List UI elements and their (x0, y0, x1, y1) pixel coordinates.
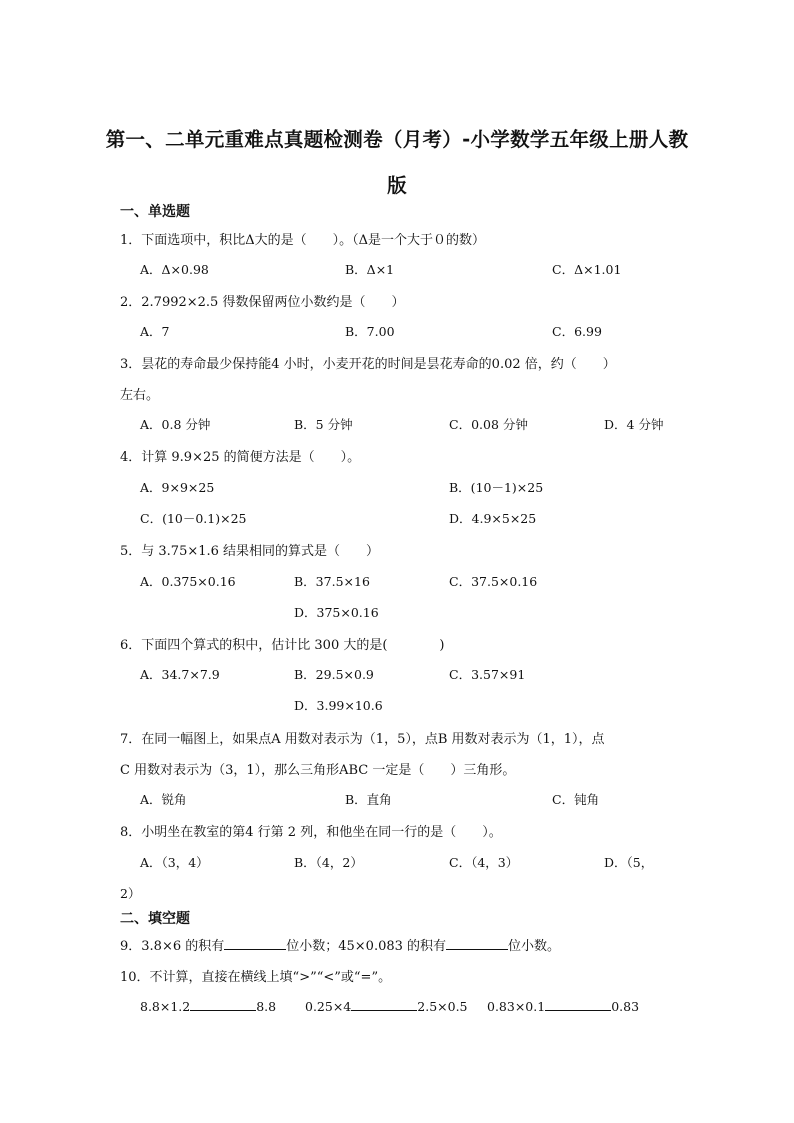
question-2-stem: 2．2.7992×2.5 得数保留两位小数约是（ ） (120, 295, 405, 310)
section-heading-fill-blank: 二、填空题 (120, 911, 190, 927)
question-2-option-a: A．7 (140, 324, 170, 339)
question-10-item-2-right: 2.5×0.5 (417, 999, 468, 1014)
question-10-item-2 (305, 998, 468, 1014)
question-7-option-b: B．直角 (345, 792, 392, 807)
question-1-option-c: C．Δ×1.01 (552, 262, 622, 277)
question-4-option-c: C．(10－0.1)×25 (140, 511, 247, 526)
section-heading-single-choice: 一、单选题 (120, 204, 190, 220)
question-6-option-a: A．34.7×7.9 (140, 667, 220, 682)
question-10-item-3-right: 0.83 (611, 999, 640, 1014)
question-3-option-b: B．5 分钟 (294, 417, 353, 432)
question-8-option-a: A．（3，4） (140, 855, 209, 870)
question-6-option-d: D．3.99×10.6 (294, 698, 383, 713)
question-8-option-b: B．（4，2） (294, 855, 363, 870)
question-10-item-3-left: 0.83×0.1 (487, 999, 546, 1014)
question-1-option-a: A．Δ×0.98 (140, 262, 209, 277)
question-10-item-1-right: 8.8 (256, 999, 277, 1014)
question-5-option-d: D．375×0.16 (294, 605, 379, 620)
question-1-option-b: B．Δ×1 (345, 262, 395, 277)
question-10-item-1-left: 8.8×1.2 (140, 999, 191, 1014)
question-9-part1: 9．3.8×6 的积有 (120, 939, 225, 954)
question-4-option-b: B．(10－1)×25 (449, 480, 544, 495)
question-8-option-d: D．（5， (604, 855, 654, 870)
question-6-option-b: B．29.5×0.9 (294, 667, 374, 682)
question-10-item-2-left: 0.25×4 (305, 999, 352, 1014)
question-7-stem-line2: C 用数对表示为（3，1），那么三角形ABC 一定是（ ）三角形。 (120, 763, 516, 778)
question-3-stem-line2: 左右。 (120, 388, 160, 403)
question-9-blank-1[interactable] (224, 937, 286, 950)
question-8-stem: 8．小明坐在教室的第4 行第 2 列，和他坐在同一行的是（ ）。 (120, 825, 502, 840)
question-10-stem: 10．不计算，直接在横线上填“>”“<”或“=”。 (120, 970, 392, 985)
question-1-stem: 1．下面选项中，积比Δ大的是（ ）。（Δ是一个大于０的数） (120, 233, 486, 248)
question-10-item-1 (140, 998, 276, 1014)
question-9 (120, 935, 560, 954)
question-7-stem-line1: 7．在同一幅图上，如果点A 用数对表示为（1，5），点B 用数对表示为（1，1），点 (120, 732, 605, 747)
question-9-part2: 位小数；45×0.083 的积有 (286, 939, 447, 954)
question-6-option-c: C．3.57×91 (449, 667, 526, 682)
question-4-option-d: D．4.9×5×25 (449, 511, 537, 526)
question-4-stem: 4．计算 9.9×25 的简便方法是（ ）。 (120, 450, 361, 465)
question-2-option-c: C．6.99 (552, 324, 602, 339)
question-3-option-c: C．0.08 分钟 (449, 417, 528, 432)
question-8-option-d-wrap: 2） (120, 886, 141, 901)
question-10-item-1-blank[interactable] (190, 998, 256, 1011)
question-9-part3: 位小数。 (508, 939, 561, 954)
question-3-option-d: D．4 分钟 (604, 417, 664, 432)
question-10-item-3 (487, 998, 639, 1014)
question-8-option-c: C．（4，3） (449, 855, 519, 870)
question-3-option-a: A．0.8 分钟 (140, 417, 211, 432)
question-10-item-2-blank[interactable] (351, 998, 417, 1011)
question-7-option-a: A．锐角 (140, 792, 187, 807)
question-3-stem-line1: 3．昙花的寿命最少保持能4 小时，小麦开花的时间是昙花寿命的0.02 倍，约（ ） (120, 357, 616, 372)
question-6-stem: 6．下面四个算式的积中，估计比 300 大的是( ) (120, 638, 445, 653)
question-5-stem: 5．与 3.75×1.6 结果相同的算式是（ ） (120, 544, 380, 559)
exam-title-line2: 版 (387, 174, 407, 197)
question-9-blank-2[interactable] (446, 937, 508, 950)
question-5-option-b: B．37.5×16 (294, 574, 370, 589)
exam-title-line1: 第一、二单元重难点真题检测卷（月考）-小学数学五年级上册人教 (105, 128, 689, 151)
question-2-option-b: B．7.00 (345, 324, 395, 339)
question-5-option-c: C．37.5×0.16 (449, 574, 538, 589)
question-5-option-a: A．0.375×0.16 (140, 574, 236, 589)
question-10-item-3-blank[interactable] (545, 998, 611, 1011)
question-4-option-a: A．9×9×25 (140, 480, 215, 495)
question-7-option-c: C．钝角 (552, 792, 600, 807)
